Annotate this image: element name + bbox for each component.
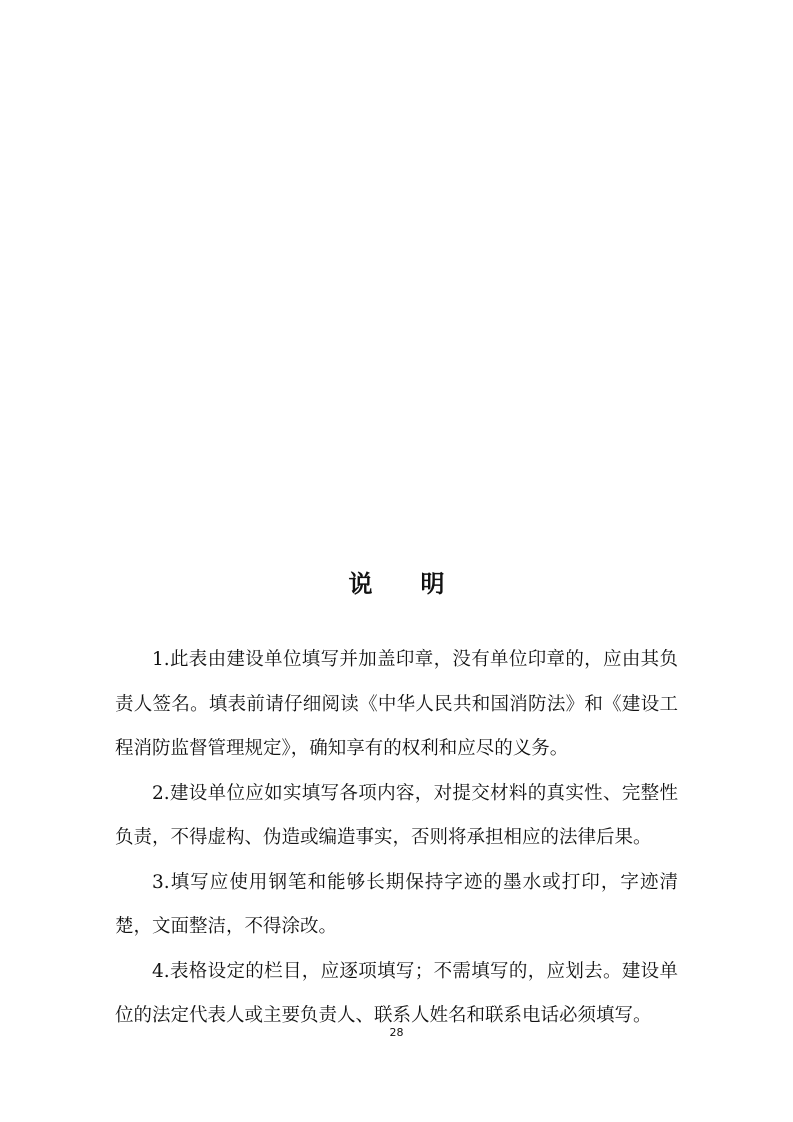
page-number: 28 (389, 1026, 404, 1039)
instructions-body (115, 638, 678, 1039)
page-title: 说明 (348, 570, 493, 598)
instruction-item-2: 2.建设单位应如实填写各项内容，对提交材料的真实性、完整性负责，不得虚构、伪造或编造事实，否则将承担相应的法律后果。 (115, 782, 678, 848)
instruction-item-1: 1.此表由建设单位填写并加盖印章，没有单位印章的，应由其负责人签名。填表前请仔细阅读《中华人民共和国消防法》和《建设工程消防监督管理规定》，确知享有的权利和应尽的义务。 (115, 649, 678, 759)
instruction-item-4: 4.表格设定的栏目，应逐项填写；不需填写的，应划去。建设单位的法定代表人或主要负责人、联系人姓名和联系电话必须填写。 (115, 960, 678, 1026)
instruction-item-3: 3.填写应使用钢笔和能够长期保持字迹的墨水或打印，字迹清楚，文面整洁，不得涂改。 (115, 871, 678, 937)
